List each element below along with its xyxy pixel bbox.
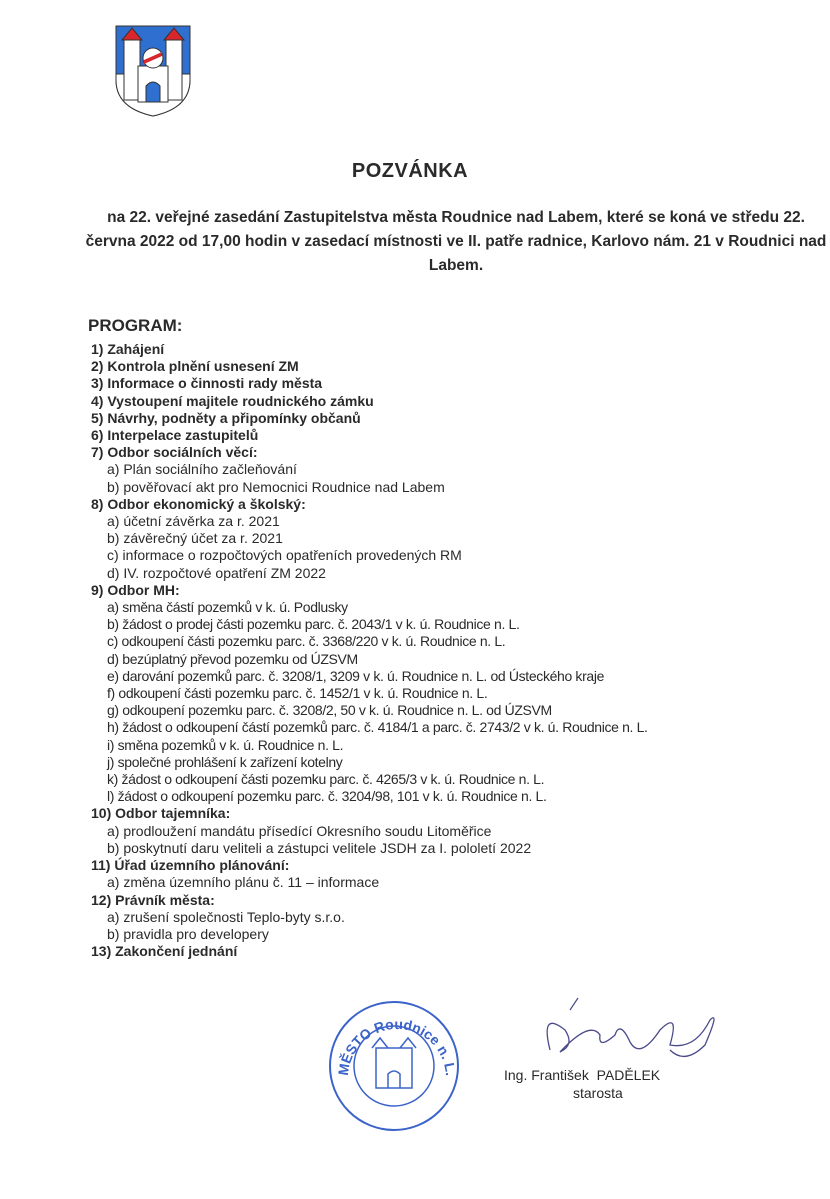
page-title	[0, 160, 830, 183]
agenda-item: 13) Zakončení jednání	[91, 943, 238, 960]
agenda-item: 1) Zahájení	[91, 341, 165, 357]
agenda-subitem: a) účetní závěrka za r. 2021	[107, 513, 280, 530]
signer-role: starosta	[573, 1085, 623, 1101]
agenda-subitem: a) směna částí pozemků v k. ú. Podlusky	[107, 599, 348, 616]
agenda-subitem: k) žádost o odkoupení části pozemku parc. č. 4265/3 v k. ú. Roudnice n. L.	[107, 771, 545, 788]
agenda-item: 2) Kontrola plnění usnesení ZM	[91, 358, 299, 375]
agenda-item: 7) Odbor sociálních věcí:	[91, 444, 258, 461]
agenda-item: 11) Úřad územního plánování:	[91, 857, 290, 874]
agenda-subitem: b) závěrečný účet za r. 2021	[107, 530, 283, 547]
agenda-subitem: c) odkoupení části pozemku parc. č. 3368/220 v k. ú. Roudnice n. L.	[107, 633, 506, 650]
agenda-subitem: l) žádost o odkoupení pozemku parc. č. 3204/98, 101 v k. ú. Roudnice n. L.	[107, 788, 547, 805]
agenda-item: 3) Informace o činnosti rady města	[91, 375, 323, 392]
svg-text:MĚSTO Roudnice n. L.: MĚSTO Roudnice n. L.	[334, 1015, 460, 1077]
agenda-item: 5) Návrhy, podněty a připomínky občanů	[91, 409, 361, 426]
agenda-subitem: e) darování pozemků parc. č. 3208/1, 3209 v k. ú. Roudnice n. L. od Ústeckého kraje	[107, 667, 605, 684]
agenda-item: 6) Interpelace zastupitelů	[91, 427, 259, 444]
agenda-subitem: g) odkoupení pozemku parc. č. 3208/2, 50 v k. ú. Roudnice n. L. od ÚZSVM	[107, 702, 552, 719]
agenda-subitem: b) poskytnutí daru veliteli a zástupci velitele JSDH za I. pololetí 2022	[107, 839, 532, 856]
agenda-subitem: a) Plán sociálního začleňování	[107, 461, 297, 478]
agenda-subitem: a) zrušení společnosti Teplo-byty s.r.o.	[107, 908, 345, 925]
agenda-list	[91, 341, 648, 960]
agenda-subitem: c) informace o rozpočtových opatřeních provedených RM	[107, 547, 462, 564]
title-text: POZVÁNKA	[351, 160, 469, 182]
program-heading: PROGRAM:	[88, 316, 183, 335]
agenda-subitem: h) žádost o odkoupení částí pozemků parc. č. 4184/1 a parc. č. 2743/2 v k. ú. Roudnice n. L.	[107, 719, 648, 736]
agenda-subitem: d) IV. rozpočtové opatření ZM 2022	[107, 564, 326, 581]
agenda-subitem: b) pravidla pro developery	[107, 925, 269, 942]
agenda-item: 8) Odbor ekonomický a školský:	[91, 495, 306, 512]
agenda-item: 4) Vystoupení majitele roudnického zámku	[91, 392, 374, 409]
agenda-subitem: a) změna územního plánu č. 11 – informace	[107, 874, 380, 891]
agenda-subitem: f) odkoupení části pozemku parc. č. 1452/1 v k. ú. Roudnice n. L.	[107, 685, 488, 702]
agenda-subitem: i) směna pozemků v k. ú. Roudnice n. L.	[107, 736, 344, 753]
agenda-subitem: d) bezúplatný převod pozemku od ÚZSVM	[107, 650, 358, 667]
city-stamp	[326, 998, 462, 1134]
city-coat-of-arms-logo	[112, 22, 194, 118]
signature	[520, 990, 740, 1070]
invitation-intro: na 22. veřejné zasedání Zastupitelstva města Roudnice nad Labem, které se koná ve středu 22. června 2022 od 17,00 hodin v zasedací místnosti ve II. patře radnice, Karlovo nám. 21 v Roudnici nad Labem.	[85, 209, 827, 274]
agenda-subitem: a) prodloužení mandátu přísedící Okresního soudu Litoměřice	[107, 822, 492, 839]
agenda-item: 10) Odbor tajemníka:	[91, 805, 231, 822]
agenda-subitem: b) pověřovací akt pro Nemocnici Roudnice nad Labem	[107, 478, 445, 495]
agenda-subitem: b) žádost o prodej části pozemku parc. č. 2043/1 v k. ú. Roudnice n. L.	[107, 616, 520, 633]
agenda-item: 9) Odbor MH:	[91, 581, 180, 598]
agenda-subitem: j) společné prohlášení k zařízení kotelny	[107, 753, 343, 770]
signer-name: Ing. František PADĚLEK	[504, 1067, 661, 1083]
agenda-item: 12) Právník města:	[91, 891, 215, 908]
